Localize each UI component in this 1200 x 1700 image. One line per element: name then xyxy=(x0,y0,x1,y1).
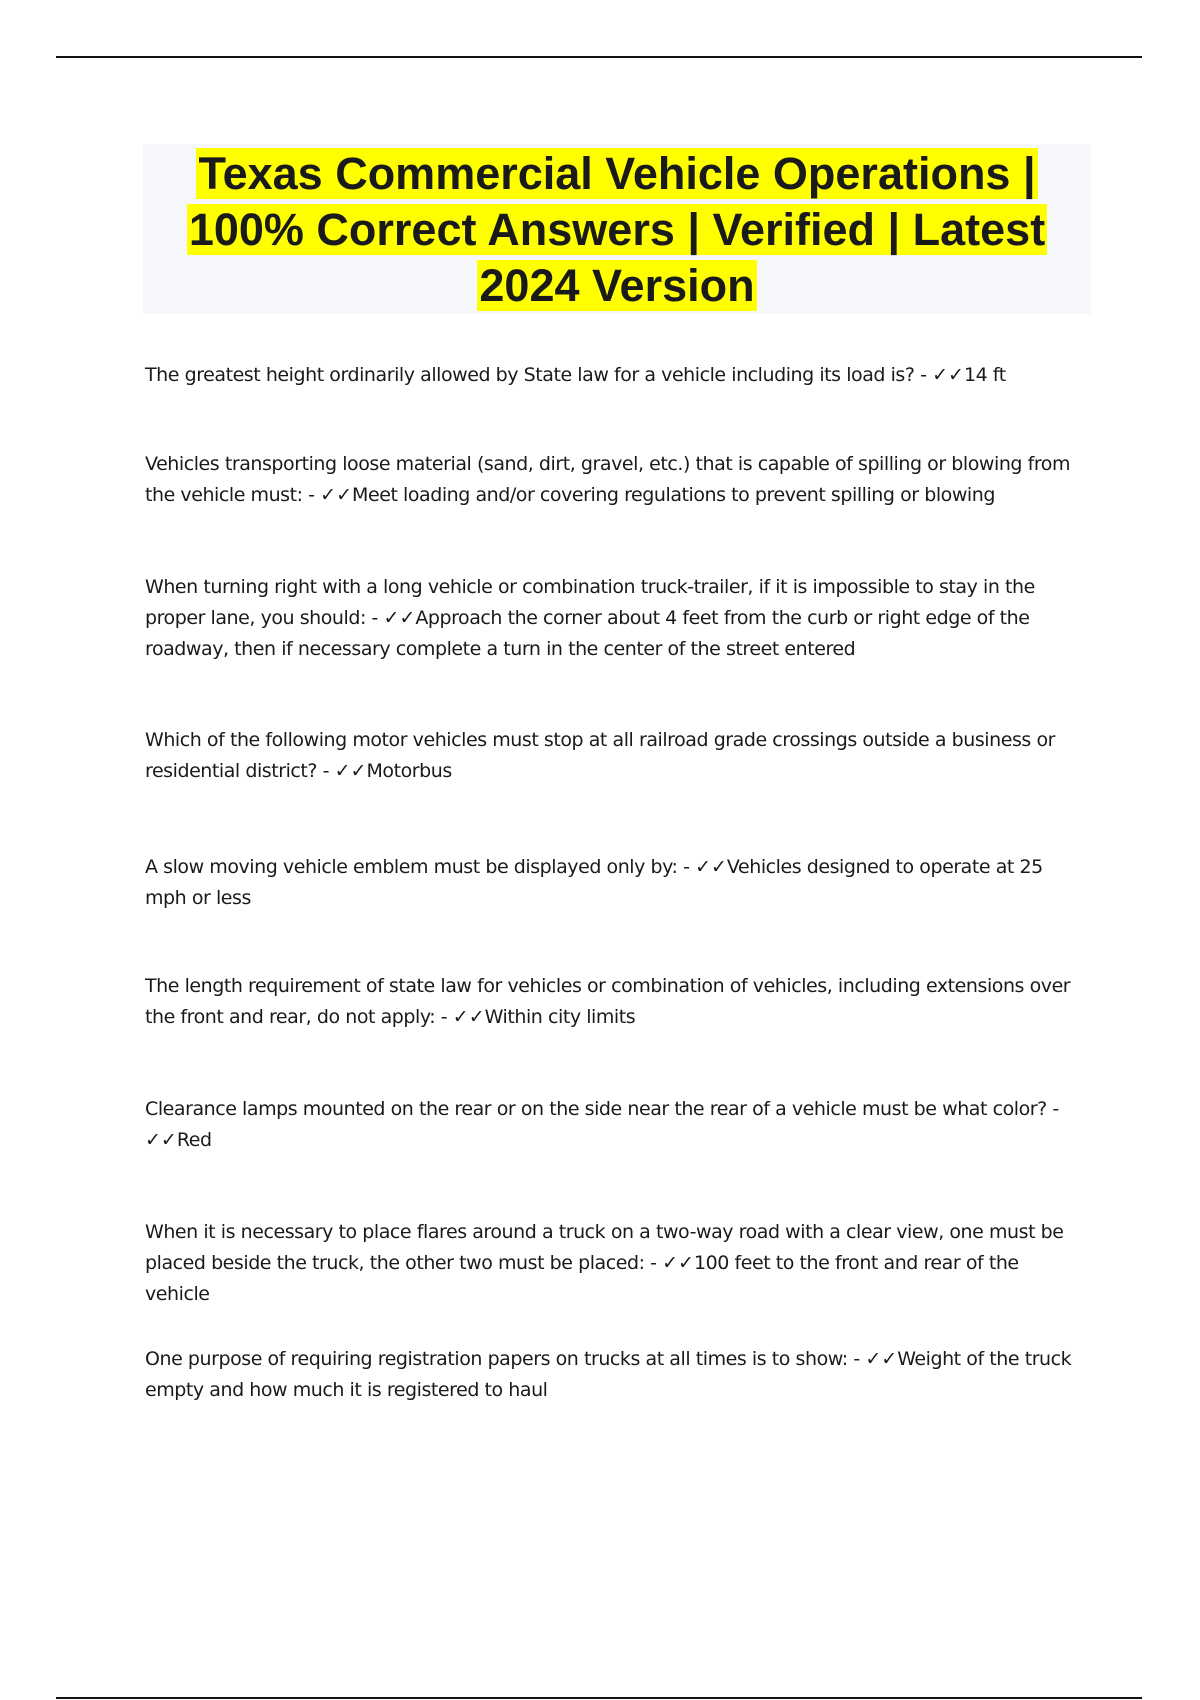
qa-item-8 xyxy=(145,1217,1085,1310)
top-rule xyxy=(56,56,1142,58)
double-check-icon: ✓✓ xyxy=(145,1129,177,1151)
qa-item-2 xyxy=(145,449,1085,511)
double-check-icon: ✓✓ xyxy=(932,364,964,386)
title-block xyxy=(143,144,1091,314)
question-text: Vehicles transporting loose material (sand, dirt, gravel, etc.) that is capable of spilling or blowing from the vehicle must: - xyxy=(145,453,1071,506)
bottom-rule xyxy=(56,1697,1142,1699)
question-text: When it is necessary to place flares around a truck on a two-way road with a clear view, one must be placed beside the truck, the other two must be placed: - xyxy=(145,1221,1064,1274)
qa-item-3 xyxy=(145,572,1085,665)
double-check-icon: ✓✓ xyxy=(865,1348,898,1370)
question-text: The greatest height ordinarily allowed by State law for a vehicle including its load is? - xyxy=(145,364,933,386)
answer-text: Red xyxy=(176,1129,212,1151)
qa-item-1 xyxy=(145,360,1085,391)
title-highlight: Texas Commercial Vehicle Operations | 100% Correct Answers | Verified | Latest 2024 Version xyxy=(188,148,1046,311)
question-text: A slow moving vehicle emblem must be displayed only by: - xyxy=(145,856,696,878)
double-check-icon: ✓✓ xyxy=(320,484,353,506)
answer-text: Motorbus xyxy=(366,760,452,782)
answer-text: Meet loading and/or covering regulations to prevent spilling or blowing xyxy=(352,484,995,506)
answer-text: Within city limits xyxy=(484,1006,636,1028)
answer-text: Approach the corner about 4 feet from the curb or right edge of the roadway, then if necessary complete a turn in the center of the street entered xyxy=(145,607,1030,660)
document-title xyxy=(143,144,1091,314)
double-check-icon: ✓✓ xyxy=(662,1252,694,1274)
qa-item-4 xyxy=(145,725,1085,787)
qa-item-9 xyxy=(145,1344,1085,1406)
answer-text: 14 ft xyxy=(963,364,1006,386)
question-text: Which of the following motor vehicles must stop at all railroad grade crossings outside a business or residential district? - xyxy=(145,729,1055,782)
qa-item-7 xyxy=(145,1094,1085,1156)
qa-item-5 xyxy=(145,852,1085,914)
answer-text: Vehicles designed to operate at 25 mph or less xyxy=(145,856,1043,909)
question-text: The length requirement of state law for vehicles or combination of vehicles, including extensions over the front and rear, do not apply: - xyxy=(145,975,1071,1028)
double-check-icon: ✓✓ xyxy=(334,760,367,782)
qa-item-6 xyxy=(145,971,1085,1033)
double-check-icon: ✓✓ xyxy=(383,607,416,629)
answer-text: 100 feet to the front and rear of the vehicle xyxy=(145,1252,1019,1305)
answer-text: Weight of the truck empty and how much it is registered to haul xyxy=(145,1348,1072,1401)
question-text: When turning right with a long vehicle or combination truck-trailer, if it is impossible to stay in the proper lane, you should: - xyxy=(145,576,1035,629)
double-check-icon: ✓✓ xyxy=(695,856,727,878)
question-text: Clearance lamps mounted on the rear or on the side near the rear of a vehicle must be what color? - xyxy=(145,1098,1059,1120)
question-text: One purpose of requiring registration papers on trucks at all times is to show: - xyxy=(145,1348,866,1370)
double-check-icon: ✓✓ xyxy=(452,1006,485,1028)
